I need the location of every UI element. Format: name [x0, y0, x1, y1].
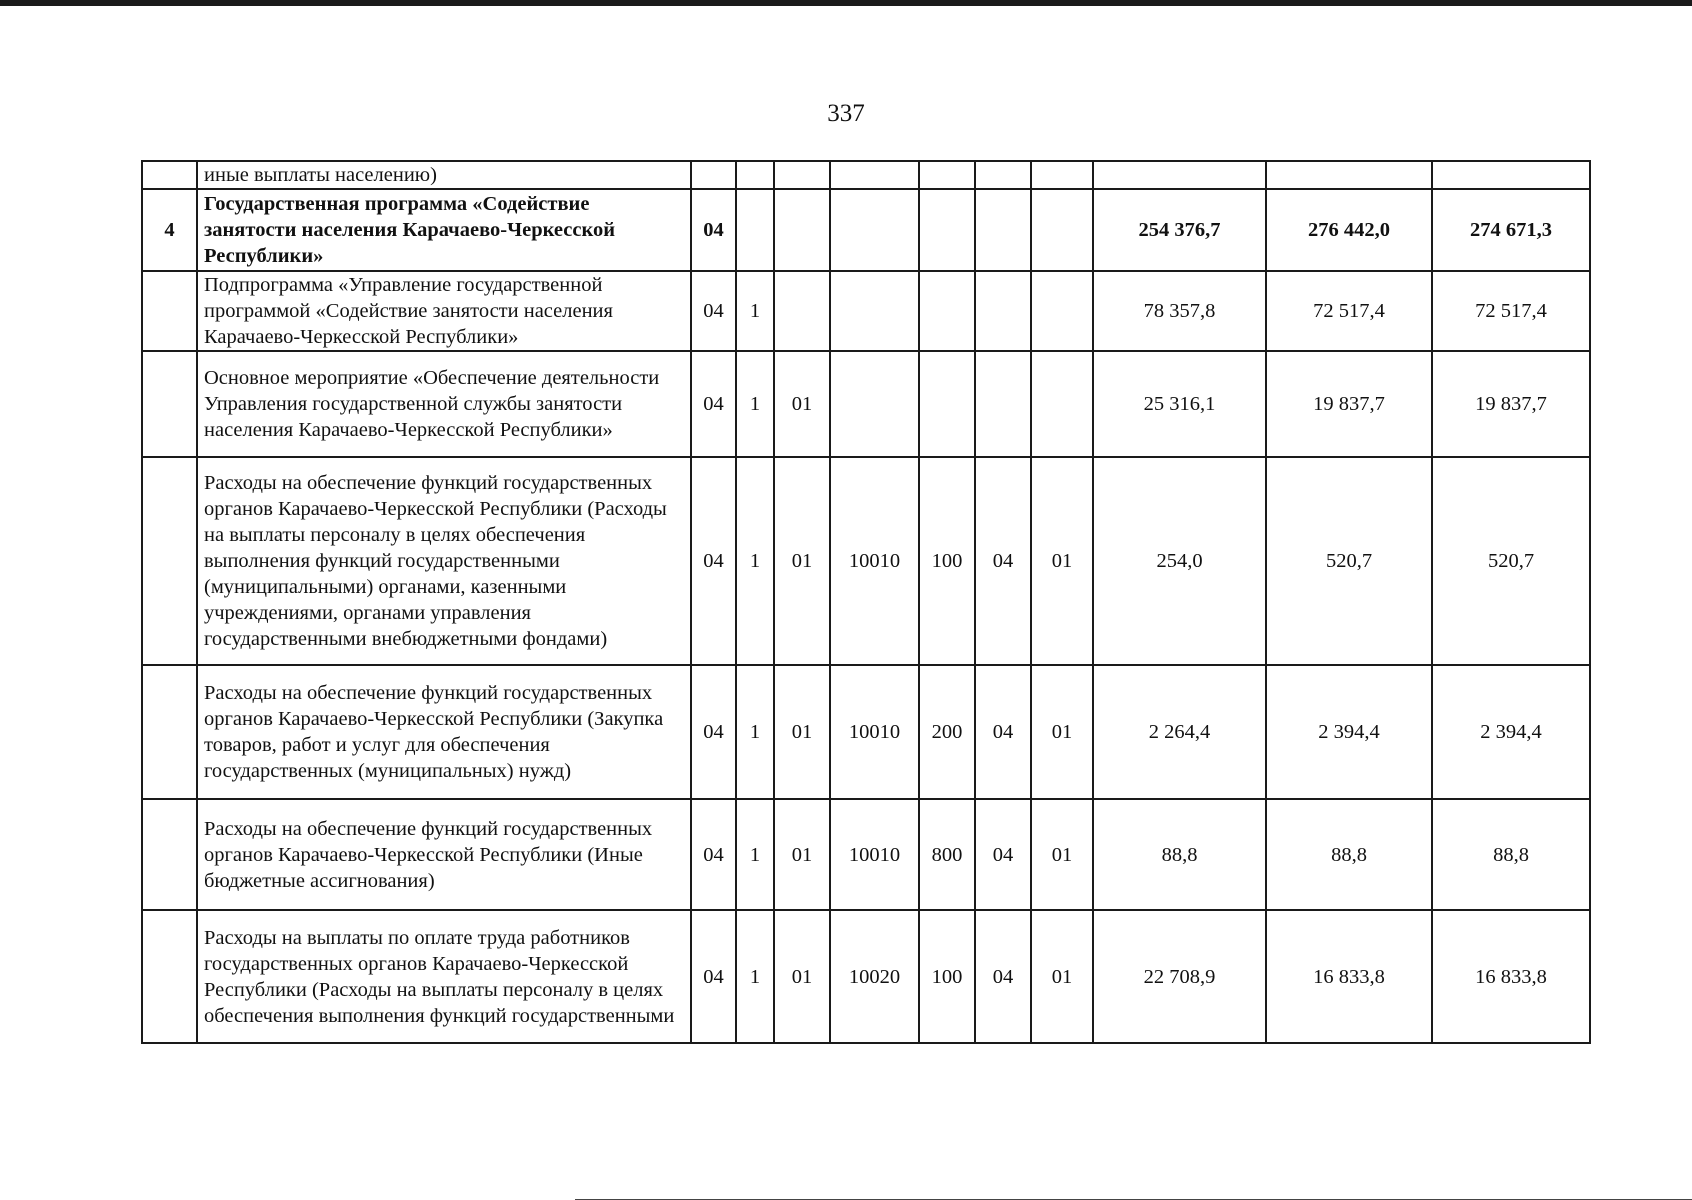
- code-article: 10010: [830, 799, 919, 910]
- code-subprogram: [774, 189, 830, 271]
- code-subprogram: 01: [774, 351, 830, 457]
- code-expense-type: 200: [919, 665, 975, 799]
- table-row: [142, 351, 1590, 457]
- code-program: 1: [736, 665, 774, 799]
- code-subprogram: 01: [774, 799, 830, 910]
- amount-year-1: 2 264,4: [1093, 665, 1266, 799]
- code-program: [736, 161, 774, 189]
- code-section: 04: [691, 457, 736, 665]
- code-program: 1: [736, 351, 774, 457]
- code-item: 01: [1031, 799, 1093, 910]
- code-article: [830, 271, 919, 351]
- code-article: [830, 161, 919, 189]
- row-description: Государственная программа «Содействие занятости населения Карачаево-Черкесской Республики»: [197, 189, 691, 271]
- row-number: [142, 271, 197, 351]
- amount-year-1: [1093, 161, 1266, 189]
- code-subprogram: 01: [774, 457, 830, 665]
- amount-year-1: 22 708,9: [1093, 910, 1266, 1043]
- amount-year-3: 274 671,3: [1432, 189, 1590, 271]
- row-description: Основное мероприятие «Обеспечение деятельности Управления государственной службы занятости населения Карачаево-Черкесской Республики»: [197, 351, 691, 457]
- code-section: [691, 161, 736, 189]
- code-program: 1: [736, 457, 774, 665]
- code-subsection: [975, 161, 1031, 189]
- row-description: Расходы на обеспечение функций государственных органов Карачаево-Черкесской Республики (Иные бюджетные ассигнования): [197, 799, 691, 910]
- amount-year-2: 19 837,7: [1266, 351, 1432, 457]
- row-number: [142, 457, 197, 665]
- code-section: 04: [691, 910, 736, 1043]
- amount-year-1: 78 357,8: [1093, 271, 1266, 351]
- amount-year-2: 276 442,0: [1266, 189, 1432, 271]
- code-subsection: 04: [975, 457, 1031, 665]
- code-article: [830, 351, 919, 457]
- row-description: иные выплаты населению): [197, 161, 691, 189]
- code-item: 01: [1031, 457, 1093, 665]
- code-subsection: 04: [975, 665, 1031, 799]
- code-subsection: 04: [975, 799, 1031, 910]
- code-expense-type: [919, 271, 975, 351]
- code-subprogram: [774, 161, 830, 189]
- code-article: 10010: [830, 665, 919, 799]
- code-expense-type: [919, 161, 975, 189]
- amount-year-3: 72 517,4: [1432, 271, 1590, 351]
- top-rule: [0, 0, 1692, 6]
- code-expense-type: 100: [919, 457, 975, 665]
- code-subsection: [975, 189, 1031, 271]
- code-section: 04: [691, 189, 736, 271]
- code-item: 01: [1031, 665, 1093, 799]
- code-section: 04: [691, 351, 736, 457]
- row-number: [142, 351, 197, 457]
- amount-year-1: 254 376,7: [1093, 189, 1266, 271]
- code-expense-type: [919, 189, 975, 271]
- amount-year-1: 88,8: [1093, 799, 1266, 910]
- amount-year-3: 19 837,7: [1432, 351, 1590, 457]
- amount-year-3: 520,7: [1432, 457, 1590, 665]
- code-article: 10020: [830, 910, 919, 1043]
- amount-year-2: 88,8: [1266, 799, 1432, 910]
- row-number: [142, 665, 197, 799]
- row-description: Расходы на обеспечение функций государственных органов Карачаево-Черкесской Республики (Закупка товаров, работ и услуг для обеспечения государственных (муниципальных) нужд): [197, 665, 691, 799]
- code-program: 1: [736, 271, 774, 351]
- amount-year-2: [1266, 161, 1432, 189]
- code-subsection: [975, 351, 1031, 457]
- table-row: [142, 271, 1590, 351]
- row-number: 4: [142, 189, 197, 271]
- table-row: [142, 189, 1590, 271]
- code-subsection: 04: [975, 910, 1031, 1043]
- code-section: 04: [691, 799, 736, 910]
- amount-year-3: [1432, 161, 1590, 189]
- code-program: 1: [736, 799, 774, 910]
- amount-year-2: 2 394,4: [1266, 665, 1432, 799]
- code-article: [830, 189, 919, 271]
- code-subsection: [975, 271, 1031, 351]
- code-section: 04: [691, 665, 736, 799]
- table-row: [142, 799, 1590, 910]
- row-description: Расходы на выплаты по оплате труда работников государственных органов Карачаево-Черкесской Республики (Расходы на выплаты персоналу в целях обеспечения выполнения функций государственными: [197, 910, 691, 1043]
- amount-year-1: 254,0: [1093, 457, 1266, 665]
- code-expense-type: 100: [919, 910, 975, 1043]
- code-item: [1031, 189, 1093, 271]
- table-row: [142, 665, 1590, 799]
- code-expense-type: [919, 351, 975, 457]
- row-number: [142, 799, 197, 910]
- code-item: [1031, 271, 1093, 351]
- code-program: 1: [736, 910, 774, 1043]
- code-item: [1031, 161, 1093, 189]
- row-number: [142, 910, 197, 1043]
- code-item: [1031, 351, 1093, 457]
- row-number: [142, 161, 197, 189]
- row-description: Расходы на обеспечение функций государственных органов Карачаево-Черкесской Республики (Расходы на выплаты персоналу в целях обеспечения выполнения функций государственными (муниципальными) органами, казенными учреждениями, органами управления государственными внебюджетными фондами): [197, 457, 691, 665]
- table-row: [142, 161, 1590, 189]
- table-row: [142, 457, 1590, 665]
- amount-year-2: 72 517,4: [1266, 271, 1432, 351]
- code-program: [736, 189, 774, 271]
- code-article: 10010: [830, 457, 919, 665]
- amount-year-3: 88,8: [1432, 799, 1590, 910]
- amount-year-1: 25 316,1: [1093, 351, 1266, 457]
- amount-year-2: 16 833,8: [1266, 910, 1432, 1043]
- code-section: 04: [691, 271, 736, 351]
- amount-year-3: 2 394,4: [1432, 665, 1590, 799]
- amount-year-2: 520,7: [1266, 457, 1432, 665]
- code-subprogram: 01: [774, 910, 830, 1043]
- code-subprogram: 01: [774, 665, 830, 799]
- page-number: 337: [827, 100, 865, 127]
- code-expense-type: 800: [919, 799, 975, 910]
- amount-year-3: 16 833,8: [1432, 910, 1590, 1043]
- code-item: 01: [1031, 910, 1093, 1043]
- code-subprogram: [774, 271, 830, 351]
- row-description: Подпрограмма «Управление государственной программой «Содействие занятости населения Карачаево-Черкесской Республики»: [197, 271, 691, 351]
- table-row: [142, 910, 1590, 1043]
- budget-table: [141, 160, 1591, 1044]
